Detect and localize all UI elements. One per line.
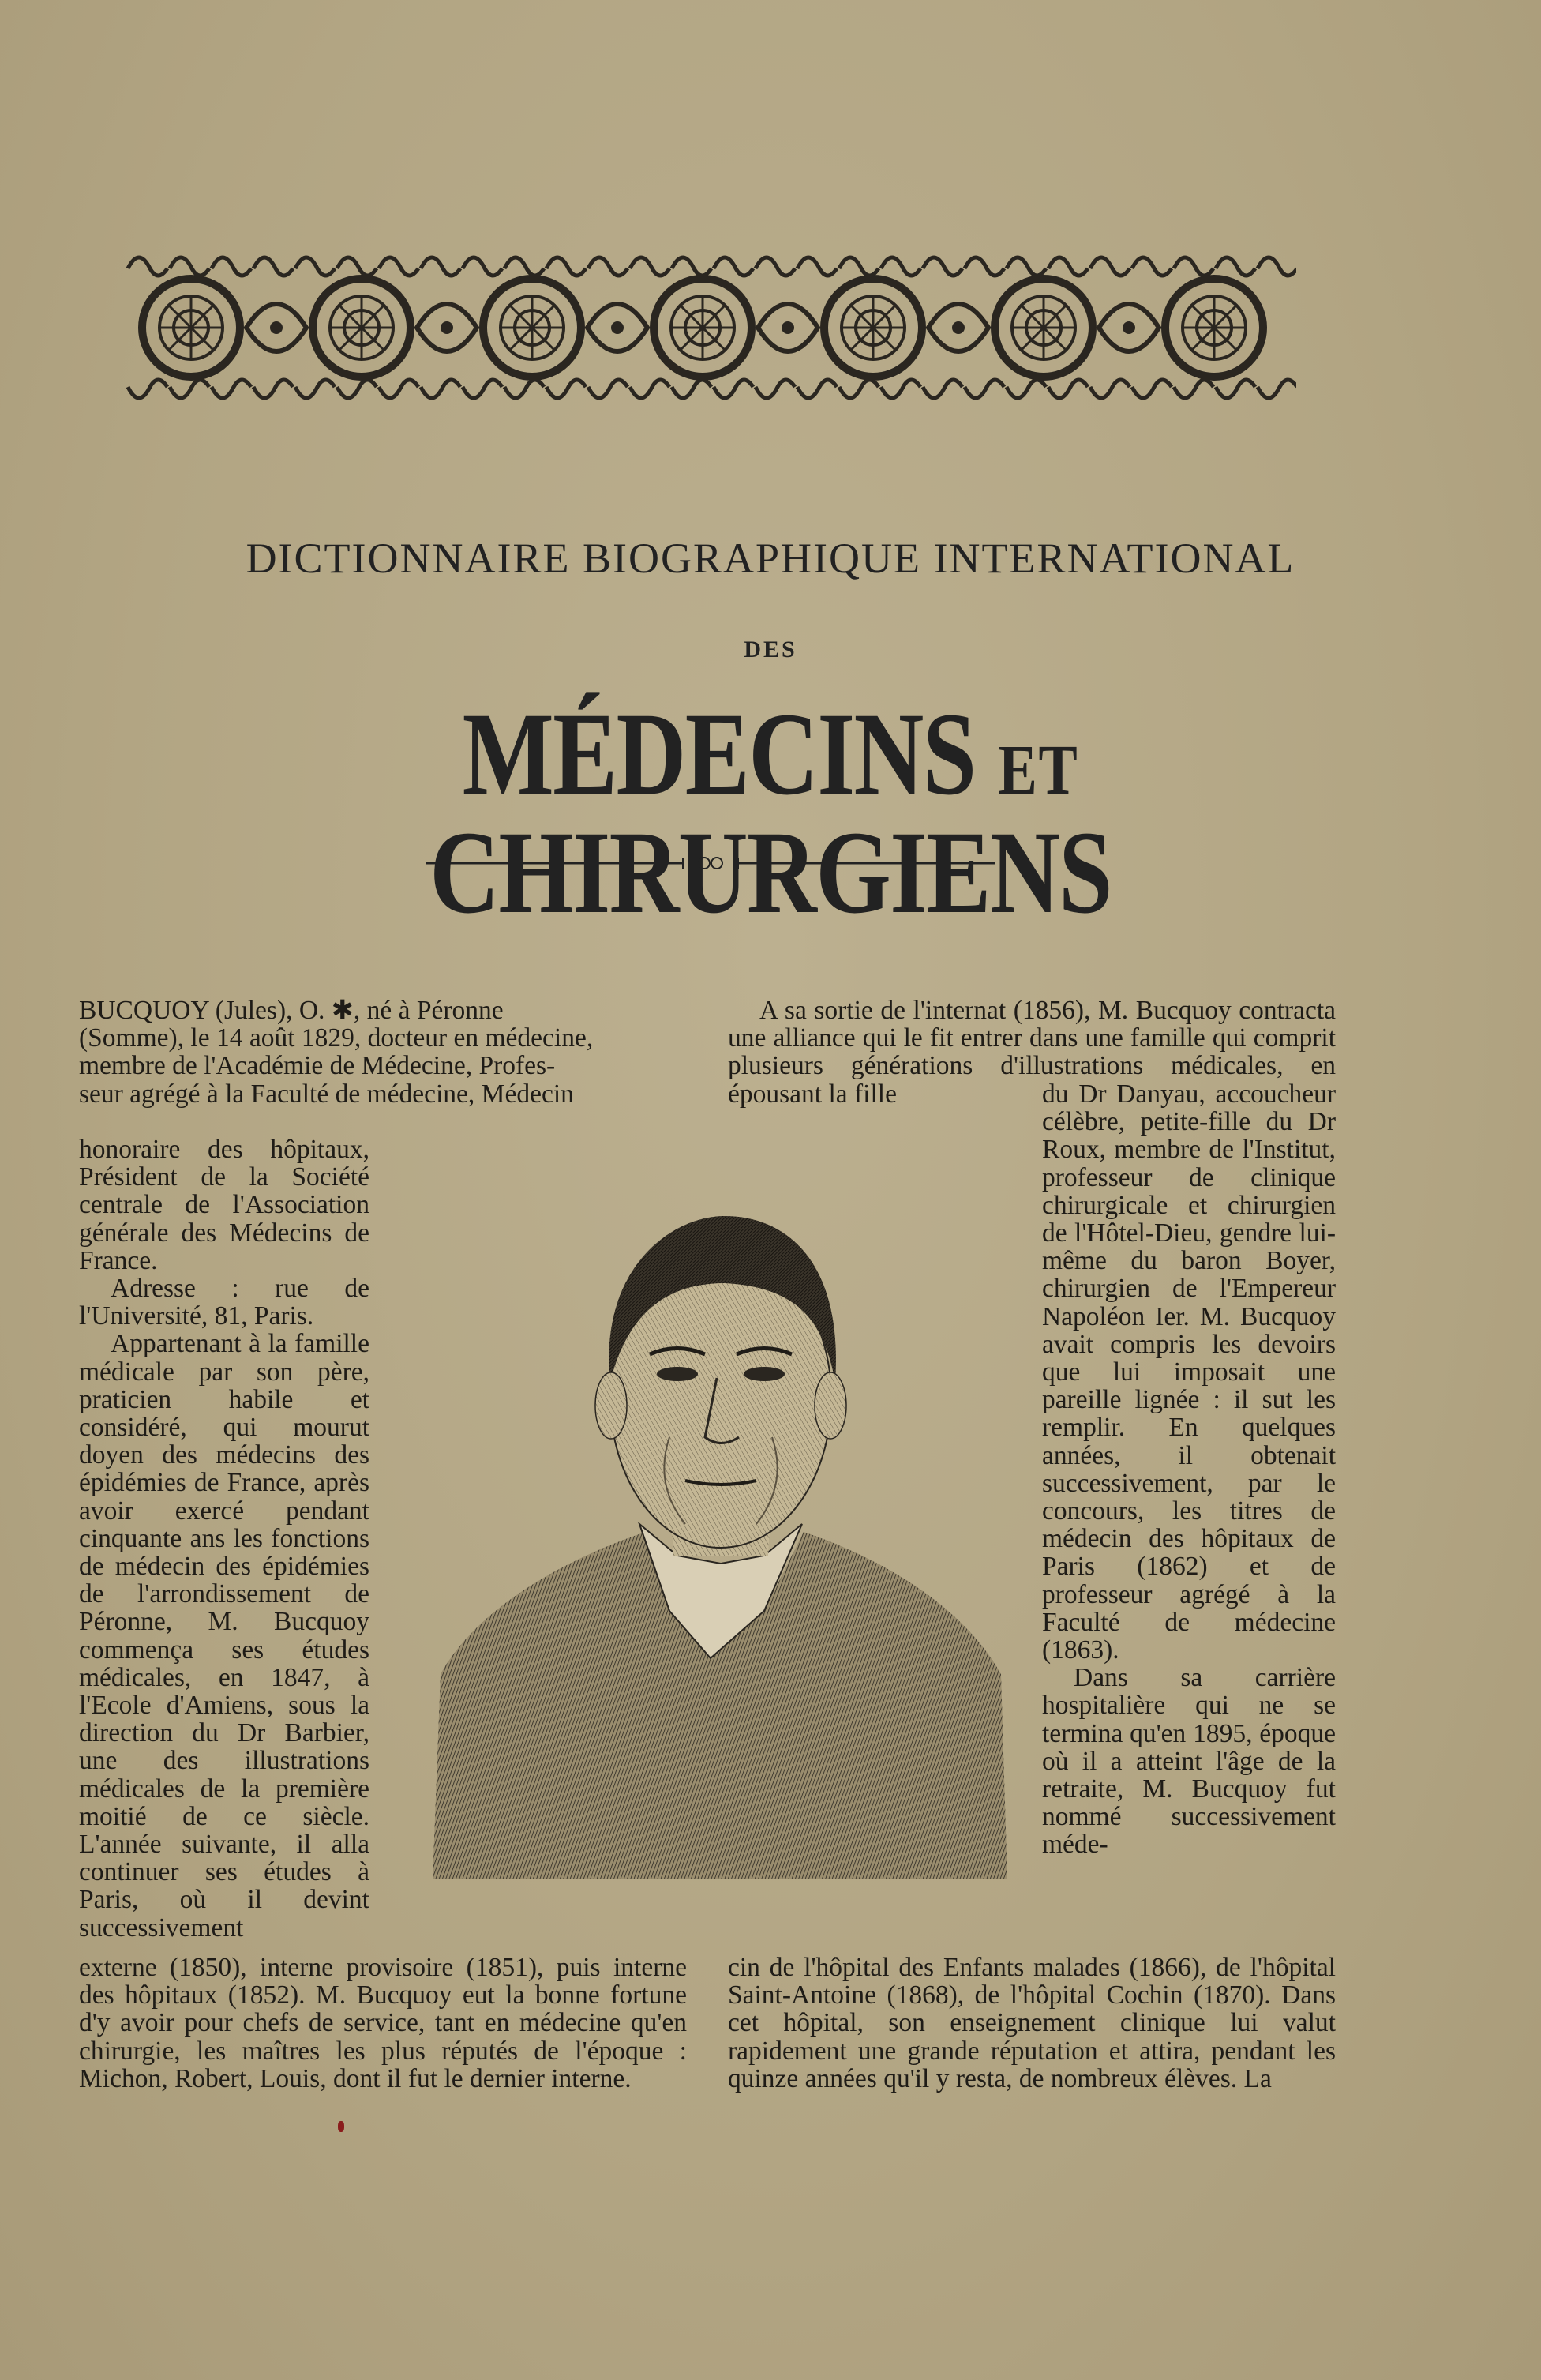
engraved-portrait (433, 1184, 1007, 1879)
ornament-scroll (965, 257, 1004, 276)
ornament-scroll (630, 257, 669, 276)
article-paragraph: A sa sortie de l'internat (1856), M. Bucquoy contracta une alliance qui le fit entrer dans une famille qui comprit plusieurs générations d'illustrations médicales, en épousant la fille (728, 996, 1336, 1109)
article-line: (Somme), le 14 août 1829, docteur en médecine, (79, 1023, 594, 1053)
ornament-scroll (421, 257, 460, 276)
main-title (139, 689, 1403, 938)
ornament-scroll (881, 380, 920, 398)
main-title-part-2: CHIRURGIENS (429, 807, 1112, 938)
ornament-scroll (923, 257, 962, 276)
article-line: seur agrégé à la Faculté de médecine, Médecin (79, 1079, 574, 1109)
ornament-scroll (128, 380, 167, 398)
ornament-scroll (253, 380, 293, 398)
ornament-scroll (714, 380, 753, 398)
decorative-rule (426, 853, 995, 873)
article-paragraph: cin de l'hôpital des Enfants malades (1866), de l'hôpital Saint-Antoine (1868), de l'hôpital Cochin (1870). Dans cet hôpital, son enseignement clinique lui valut rapidement une grande réputation et attira, pendant les quinze années qu'il y resta, de nombreux élèves. La (728, 1953, 1336, 2093)
ornament-scroll (1174, 257, 1213, 276)
ornament-scroll (839, 380, 879, 398)
ornament-scroll (463, 380, 502, 398)
article-paragraph: Dans sa carrière hospitalière qui ne se termina qu'en 1895, époque où il a atteint l'âge de la retraite, M. Bucquoy fut nommé successivement méde- (1042, 1663, 1336, 1860)
ornament-scroll (965, 380, 1004, 398)
left-column-closing (79, 1954, 687, 2093)
right-narrow-column (1042, 1080, 1336, 1859)
ornament-scroll (295, 257, 335, 276)
article-opening (79, 997, 687, 1108)
article-paragraph: Appartenant à la famille médicale par son père, praticien habile et considéré, qui mourut doyen des médecins des épidémies de France, après avoir exercé pendant cinquante ans les fonctions de médecin des épidémies de l'arrondissement de Péronne, M. Bucquoy commença ses études médicales, en 1847, à l'Ecole d'Amiens, sous la direction du Dr Barbier, une des illustrations médicales de la première moitié de ce siècle. L'année suivante, il alla continuer ses études à Paris, où il devint successivement (79, 1329, 369, 1943)
ornament-scroll (212, 380, 251, 398)
article-line: BUCQUOY (Jules), O. ✱, né à Péronne (79, 996, 504, 1025)
ornament-scroll (253, 257, 293, 276)
ornament-scroll (881, 257, 920, 276)
ornament-scroll (1090, 380, 1130, 398)
ornament-scroll (128, 257, 167, 276)
article-line: membre de l'Académie de Médecine, Profes- (79, 1051, 556, 1081)
ink-mark (338, 2121, 344, 2132)
ornament-scroll (630, 380, 669, 398)
ornament-scroll (1048, 257, 1088, 276)
ornament-scroll (463, 257, 502, 276)
ornament-scroll (421, 380, 460, 398)
ornament-scroll (839, 257, 879, 276)
title-line-1: DICTIONNAIRE BIOGRAPHIQUE INTERNATIONAL (246, 535, 1295, 582)
ornament-scroll (295, 380, 335, 398)
ornament-scroll (756, 257, 795, 276)
ornament-scroll (337, 257, 377, 276)
ornament-scroll (337, 380, 377, 398)
ornament-scroll (714, 257, 753, 276)
right-column-closing (728, 1954, 1336, 2093)
ornament-scroll (1090, 257, 1130, 276)
article-paragraph: du Dr Danyau, accoucheur célèbre, petite-fille du Dr Roux, membre de l'Institut, professeur de clinique chirurgicale et chirurgien de l'Hôtel-Dieu, gendre lui-même du baron Boyer, chirurgien de l'Empereur Napoléon Ier. M. Bucquoy avait compris les devoirs que lui imposait une pareille lignée : il sut les remplir. En quelques années, il obtenait successivement, par le concours, les titres de médecin des hôpitaux de Paris (1862) et de professeur agrégé à la Faculté de médecine (1863). (1042, 1079, 1336, 1665)
ornament-scroll (170, 380, 209, 398)
article-paragraph: externe (1850), interne provisoire (1851), puis interne des hôpitaux (1852). M. Bucquoy eut la bonne fortune d'y avoir pour chefs de service, tant en médecine qu'en chirurgie, les maîtres les plus réputés de l'époque : Michon, Robert, Louis, dont il fut le dernier interne. (79, 1953, 687, 2093)
article-paragraph: honoraire des hôpitaux, Président de la Société centrale de l'Association générale des Médecins de France. (79, 1135, 369, 1275)
ornament-scroll (588, 380, 628, 398)
ornament-scroll (923, 380, 962, 398)
ornament-scroll (1216, 257, 1255, 276)
ornament-scroll (588, 257, 628, 276)
ornament-scroll (756, 380, 795, 398)
ornament-scroll (672, 257, 711, 276)
ornament-scroll (1007, 380, 1046, 398)
ornament-scroll (797, 380, 837, 398)
ornamental-header-band (120, 237, 1296, 419)
main-title-et: ET (998, 731, 1079, 809)
ornament-scroll (504, 257, 544, 276)
ornament-scroll (797, 257, 837, 276)
ornament-scroll (379, 380, 418, 398)
address-paragraph: Adresse : rue de l'Université, 81, Paris. (79, 1274, 369, 1331)
ornament-scroll (1174, 380, 1213, 398)
main-title-part-1: MÉDECINS (462, 689, 999, 820)
ornament-scroll (1007, 257, 1046, 276)
ornament-scroll (1132, 380, 1172, 398)
ornament-scroll (1216, 380, 1255, 398)
ornament-scroll (212, 257, 251, 276)
ornament-scroll (1132, 257, 1172, 276)
ornament-scroll (170, 257, 209, 276)
ornament-scroll (546, 380, 586, 398)
ornament-scroll (504, 380, 544, 398)
ornament-scroll (1258, 380, 1296, 398)
title-des: DES (744, 636, 797, 663)
ornament-scroll (1258, 257, 1296, 276)
left-narrow-column (79, 1136, 369, 1942)
ornament-scroll (546, 257, 586, 276)
ornament-scroll (379, 257, 418, 276)
ornament-scroll (1048, 380, 1088, 398)
ornament-scroll (672, 380, 711, 398)
